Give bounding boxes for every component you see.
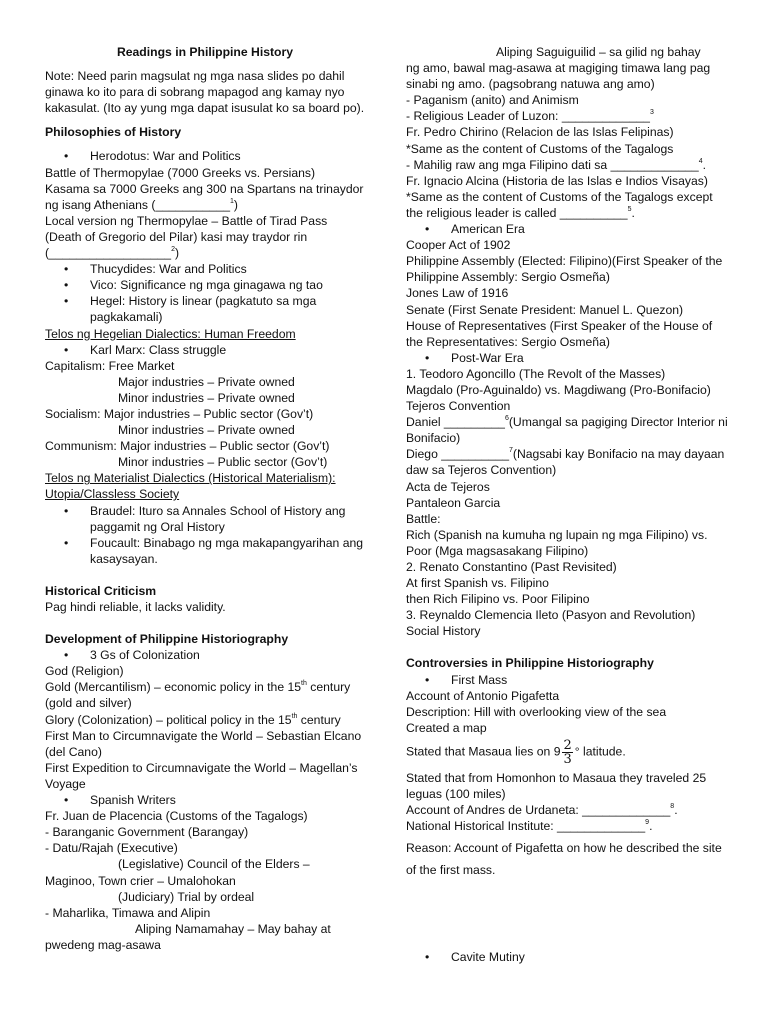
criticism-heading: Historical Criticism [45,583,157,598]
namamahay-line: Aliping Namamahay – May bahay at [135,921,331,936]
bullet-first-mass: • First Mass [406,672,732,688]
nhi-line [406,818,732,834]
bullet-three-gs: • 3 Gs of Colonization [45,647,365,663]
mahilig-line [406,157,732,173]
fraction-numerator: 2 [563,737,572,753]
local-version-line: Local version ng Thermopylae – Battle of Tirad Pass (Death of Gregorio del Pilar) kasi may traydor rin (__________________$^2$) [45,213,328,261]
daniel-line [406,414,732,446]
mahilig-text: - Mahilig raw ang mga Filipino dati sa _____________ [406,157,699,172]
bullet-american-era: • American Era [406,221,732,237]
local-version-text: Local version ng Thermopylae – Battle of Tirad Pass (Death of Gregorio del Pilar) kasi may traydor rin (__________________ [45,213,328,261]
socialism-line: Socialism: Major industries – Public sector (Gov’t) [45,406,314,421]
assembly-line: Philippine Assembly (Elected: Filipino)(First Speaker of the Philippine Assembly: Sergio Osmeña) [406,254,723,285]
footnote-4: 4 [698,157,703,165]
bullet-marx: • Karl Marx: Class struggle [45,342,365,358]
gold-line [45,679,365,711]
bullet-spanish-writers: • Spanish Writers [45,792,365,808]
paganism-line: - Paganism (anito) and Animism [406,93,579,108]
pantaleon-line: Pantaleon Garcia [406,495,501,510]
judiciary-line: (Judiciary) Trial by ordeal [118,889,255,904]
baranganic-line: - Baranganic Government (Barangay) [45,825,249,840]
urdaneta-line [406,802,732,818]
chirino-line: Fr. Pedro Chirino (Relacion de las Islas Felipinas) [406,125,674,140]
pwedeng-line: pwedeng mag-asawa [45,937,161,952]
reason-line: Reason: Account of Pigafetta on how he described the site of the first mass. [406,841,722,878]
nhi-end: . [649,819,653,834]
footnote-1: 1 [230,197,234,205]
footnote-8: 8 [670,803,675,811]
kasama-text: Kasama sa 7000 Greeks ang 300 na Spartans na trinaydor ng isang Athenians (___________ [45,181,364,212]
placencia-line: Fr. Juan de Placencia (Customs of the Tagalogs) [45,809,308,824]
urdaneta-text: Account of Andres de Urdaneta: _____________ [406,803,671,818]
bullet-hegel: • Hegel: History is linear (pagkatuto sa mga pagkakamali) [45,293,365,325]
glory-line [45,712,365,728]
mahilig-end: . [702,157,706,172]
left-column [45,44,365,953]
social-history-line: Social History [406,624,481,639]
footnote-5: 5 [627,205,632,213]
glory-text-end: century [297,712,341,727]
datu-line: - Datu/Rajah (Executive) [45,841,178,856]
capitalism-major: Major industries – Private owned [118,374,295,389]
bullet-braudel: • Braudel: Ituro sa Annales School of History ang paggamit ng Oral History [45,503,365,535]
daniel-text: Daniel _________ [406,415,505,430]
footnote-6: 6 [504,415,509,423]
footnote-2: 2 [171,246,175,254]
footnote-7: 7 [509,447,513,455]
communism-minor: Minor industries – Public sector (Gov’t) [118,455,328,470]
bullet-thucydides: • Thucydides: War and Politics [45,261,365,277]
footnote-3: 3 [649,109,654,117]
masaua-line [406,739,732,766]
bullet-post-war: • Post-War Era [406,350,732,366]
maharlika-line: - Maharlika, Timawa and Alipin [45,905,211,920]
created-map-line: Created a map [406,720,487,735]
document-title: Readings in Philippine History [116,45,294,59]
gold-text: Gold (Mercantilism) – economic policy in the 15 [45,680,302,695]
god-line: God (Religion) [45,664,124,679]
nhi-text: National Historical Institute: _____________ [406,819,646,834]
glory-text: Glory (Colonization) – political policy in the 15 [45,712,292,727]
ileto-line: 3. Reynaldo Clemencia Ileto (Pasyon and Revolution) [406,608,696,623]
then-rich-line: then Rich Filipino vs. Poor Filipino [406,592,590,607]
urdaneta-end: . [674,803,678,818]
pigafetta-line: Account of Antonio Pigafetta [406,688,560,703]
same-as-line-2 [406,189,732,221]
capitalism-line: Capitalism: Free Market [45,358,175,373]
same-as-end-2: . [631,205,635,220]
philosophies-heading: Philosophies of History [45,125,182,140]
religious-leader-line [406,108,732,124]
telos-materialist: Telos ng Materialist Dialectics (Historical Materialism): Utopia/Classless Society [45,471,336,502]
masaua-text-end: ° latitude. [574,744,626,759]
rich-poor-line: Rich (Spanish na kumuha ng lupain ng mga Filipino) vs. Poor (Mga magsasakang Filipino) [406,527,708,558]
cooper-line: Cooper Act of 1902 [406,238,511,253]
acta-line: Acta de Tejeros [406,479,490,494]
bullet-herodotus: • Herodotus: War and Politics [45,148,365,164]
gold-sup: th [301,680,307,688]
same-as-line-1: *Same as the content of Customs of the Tagalogs [406,141,674,156]
tejeros-line: Tejeros Convention [406,399,511,414]
daniel-text-end: (Umangal sa pagiging Director Interior ni Bonifacio) [406,415,728,446]
house-line: House of Representatives (First Speaker of the House of the Representatives: Sergio Osmeña) [406,318,713,349]
criticism-text: Pag hindi reliable, it lacks validity. [45,600,226,614]
telos-hegelian: Telos ng Hegelian Dialectics: Human Freedom [45,326,296,341]
bullet-vico: • Vico: Significance ng mga ginagawa ng tao [45,277,365,293]
glory-sup: th [291,712,298,720]
senate-line: Senate (First Senate President: Manuel L. Quezon) [406,302,684,317]
communism-line: Communism: Major industries – Public sector (Gov’t) [45,439,330,454]
capitalism-minor: Minor industries – Private owned [118,390,295,405]
diego-text: Diego __________ [406,447,510,462]
first-man-line: First Man to Circumnavigate the World – Sebastian Elcano (del Cano) [45,728,362,759]
kasama-line: Kasama sa 7000 Greeks ang 300 na Spartans na trinaydor ng isang Athenians (___________$^1$) [45,181,364,212]
at-first-line: At first Spanish vs. Filipino [406,576,549,591]
legislative-line: (Legislative) Council of the Elders – [118,857,310,872]
development-heading: Development of Philippine Historiography [45,632,289,647]
socialism-minor: Minor industries – Private owned [118,423,295,438]
fraction-denominator: 3 [563,751,572,767]
description-line: Description: Hill with overlooking view of the sea [406,704,667,719]
bullet-cavite-mutiny: • Cavite Mutiny [406,949,732,965]
diego-text-end: (Nagsabi kay Bonifacio na may dayaan daw sa Tejeros Convention) [406,447,725,478]
constantino-line: 2. Renato Constantino (Past Revisited) [406,560,617,574]
footnote-9: 9 [645,819,650,827]
same-as-text-2: *Same as the content of Customs of the Tagalogs except the religious leader is called __________ [406,189,713,220]
fraction-two-thirds [562,739,572,766]
maginoo-line: Maginoo, Town crier – Umalohokan [45,873,236,888]
alcina-line: Fr. Ignacio Alcina (Historia de las Islas e Indios Visayas) [406,173,708,188]
first-expedition-line: First Expedition to Circumnavigate the World – Magellan’s Voyage [45,760,358,791]
battle-line: Battle: [406,511,441,526]
gold-text-end: century (gold and silver) [45,680,351,711]
controversies-heading: Controversies in Philippine Historiography [406,656,654,671]
masaua-text: Stated that Masaua lies on 9 [406,744,561,759]
saguiguilid-line-b: ng amo, bawal mag-asawa at magiging timawa lang pag sinabi ng amo. (pagsobrang natuwa ang amo) [406,61,711,92]
magdalo-line: Magdalo (Pro-Aguinaldo) vs. Magdiwang (Pro-Bonifacio) [406,382,711,397]
note-paragraph: Note: Need parin magsulat ng mga nasa slides po dahil ginawa ko ito para di sobrang mapagod ang kamay nyo kakasulat. (Ito ay yung mga dapat isusulat ko sa board po). [45,69,365,116]
diego-line [406,446,732,478]
religious-leader-text: - Religious Leader of Luzon: _____________ [406,109,650,124]
jones-line: Jones Law of 1916 [406,286,509,301]
thermopylae-line: Battle of Thermopylae (7000 Greeks vs. Persians) [45,165,316,180]
right-column [406,44,732,965]
homonhon-line: Stated that from Homonhon to Masaua they traveled 25 leguas (100 miles) [406,770,707,802]
agoncillo-line: 1. Teodoro Agoncillo (The Revolt of the Masses) [406,366,666,381]
saguiguilid-line-a: Aliping Saguiguilid – sa gilid ng bahay [496,45,701,59]
bullet-foucault: • Foucault: Binabago ng mga makapangyarihan ang kasaysayan. [45,535,365,567]
